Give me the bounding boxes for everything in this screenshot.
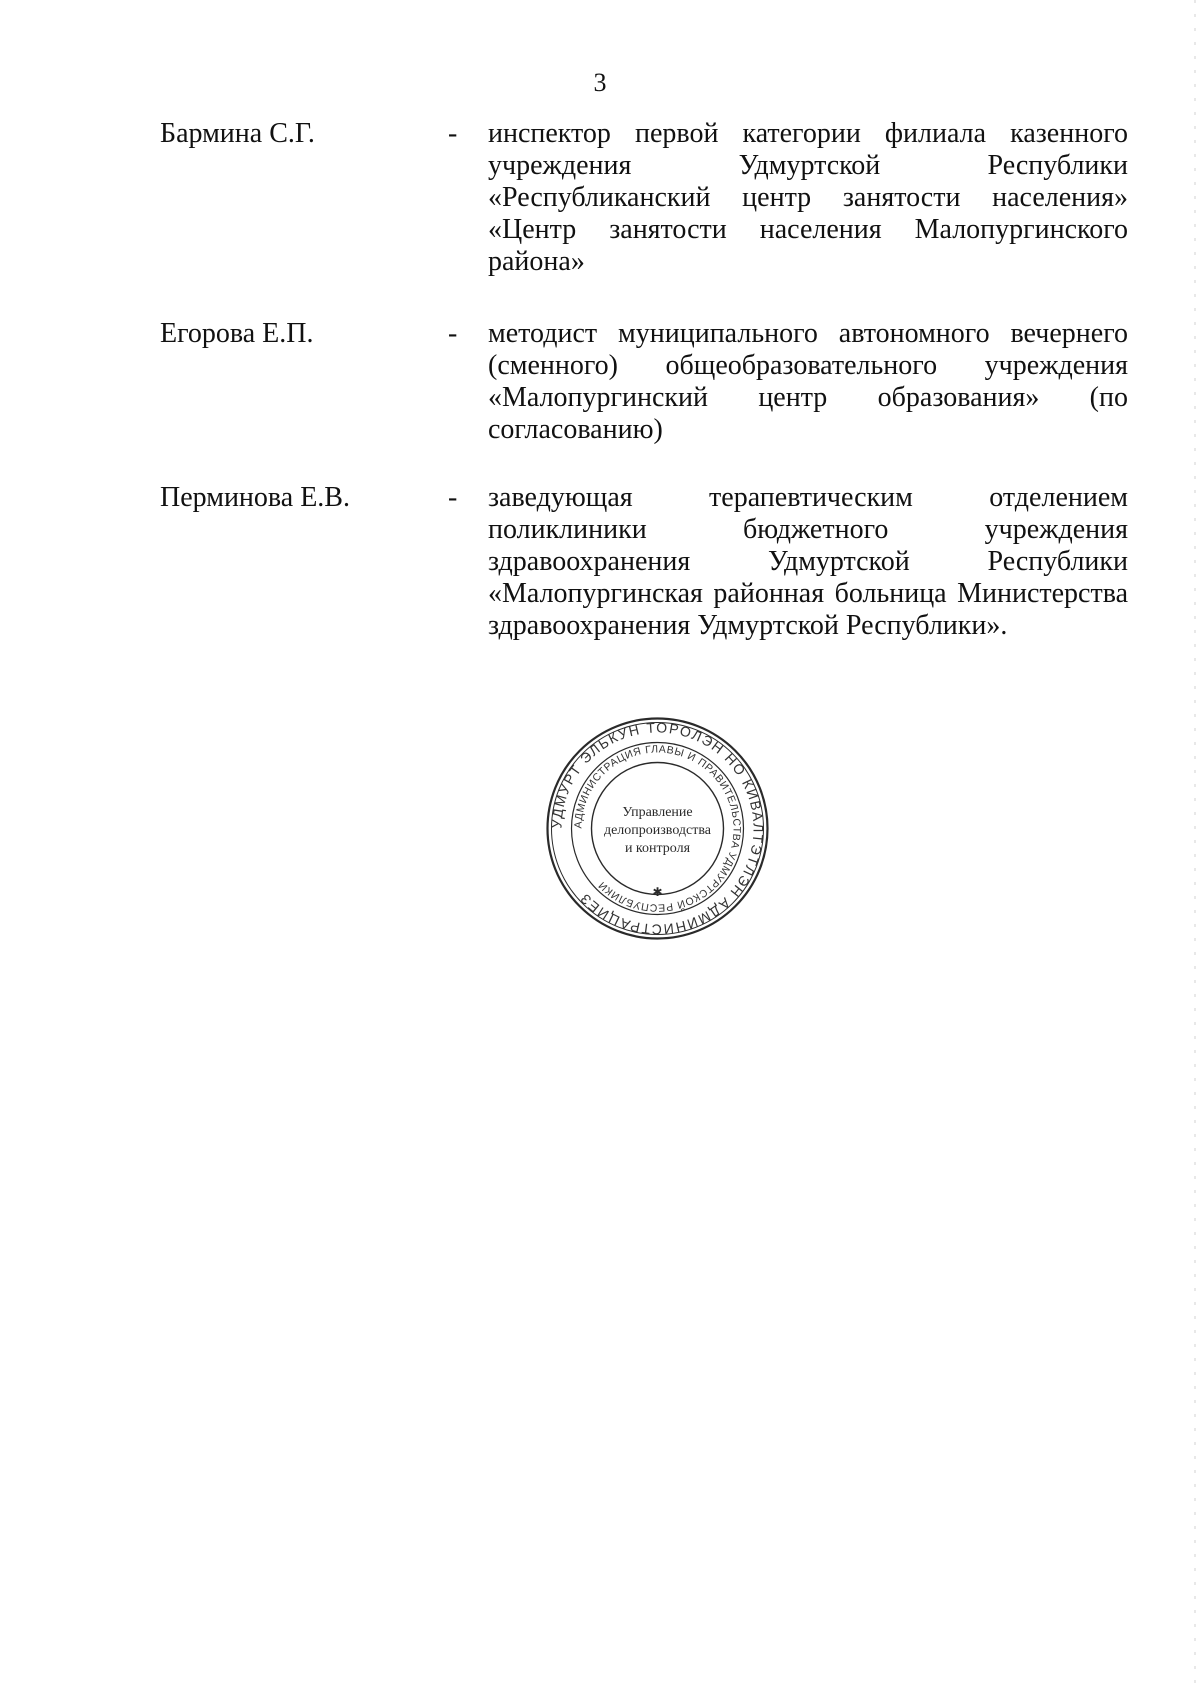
description-line: здравоохранения Удмуртской Республики». [488, 610, 1008, 641]
person-name: Бармина С.Г. [160, 118, 315, 149]
description-line: «Малопургинский центр образования» (по [488, 382, 1128, 413]
person-name: Перминова Е.В. [160, 482, 350, 513]
seal-center-line: Управление [622, 805, 693, 820]
position-description [488, 118, 1128, 278]
dash: - [448, 482, 458, 513]
description-line: (сменного) общеобразовательного учреждения [488, 350, 1128, 381]
description-line: района» [488, 246, 585, 277]
seal-inner-text: АДМИНИСТРАЦИЯ ГЛАВЫ И ПРАВИТЕЛЬСТВА УДМУРТСКОЙ РЕСПУБЛИКИ [572, 743, 743, 914]
description-line: методист муниципального автономного вечернего [488, 318, 1128, 349]
position-description [488, 482, 1128, 642]
dash: - [448, 118, 458, 149]
seal-center-line: и контроля [624, 841, 691, 856]
description-line: инспектор первой категории филиала казенного [488, 118, 1128, 149]
scan-edge-artifact [1194, 0, 1196, 1686]
description-line: «Малопургинская районная больница Министерства [488, 578, 1128, 609]
seal-center-line: делопроизводства [603, 823, 712, 838]
official-seal [545, 716, 770, 941]
description-line: заведующая терапевтическим отделением [488, 482, 1128, 513]
star-icon: ✱ [652, 885, 663, 899]
description-line: согласованию) [488, 414, 663, 445]
person-name: Егорова Е.П. [160, 318, 314, 349]
position-description [488, 318, 1128, 446]
page-number: 3 [593, 68, 607, 97]
description-line: здравоохранения Удмуртской Республики [488, 546, 1128, 577]
description-line: поликлиники бюджетного учреждения [488, 514, 1128, 545]
dash: - [448, 318, 458, 349]
seal-outer-text: УДМУРТ ЭЛЬКУН ТОРОЛЭН НО КИВАЛТЭТЛЭН АДМИНИСТРАЦИЕЗ [548, 719, 767, 938]
description-line: «Центр занятости населения Малопургинского [488, 214, 1128, 245]
description-line: учреждения Удмуртской Республики [488, 150, 1128, 181]
description-line: «Республиканский центр занятости населения» [488, 182, 1128, 213]
